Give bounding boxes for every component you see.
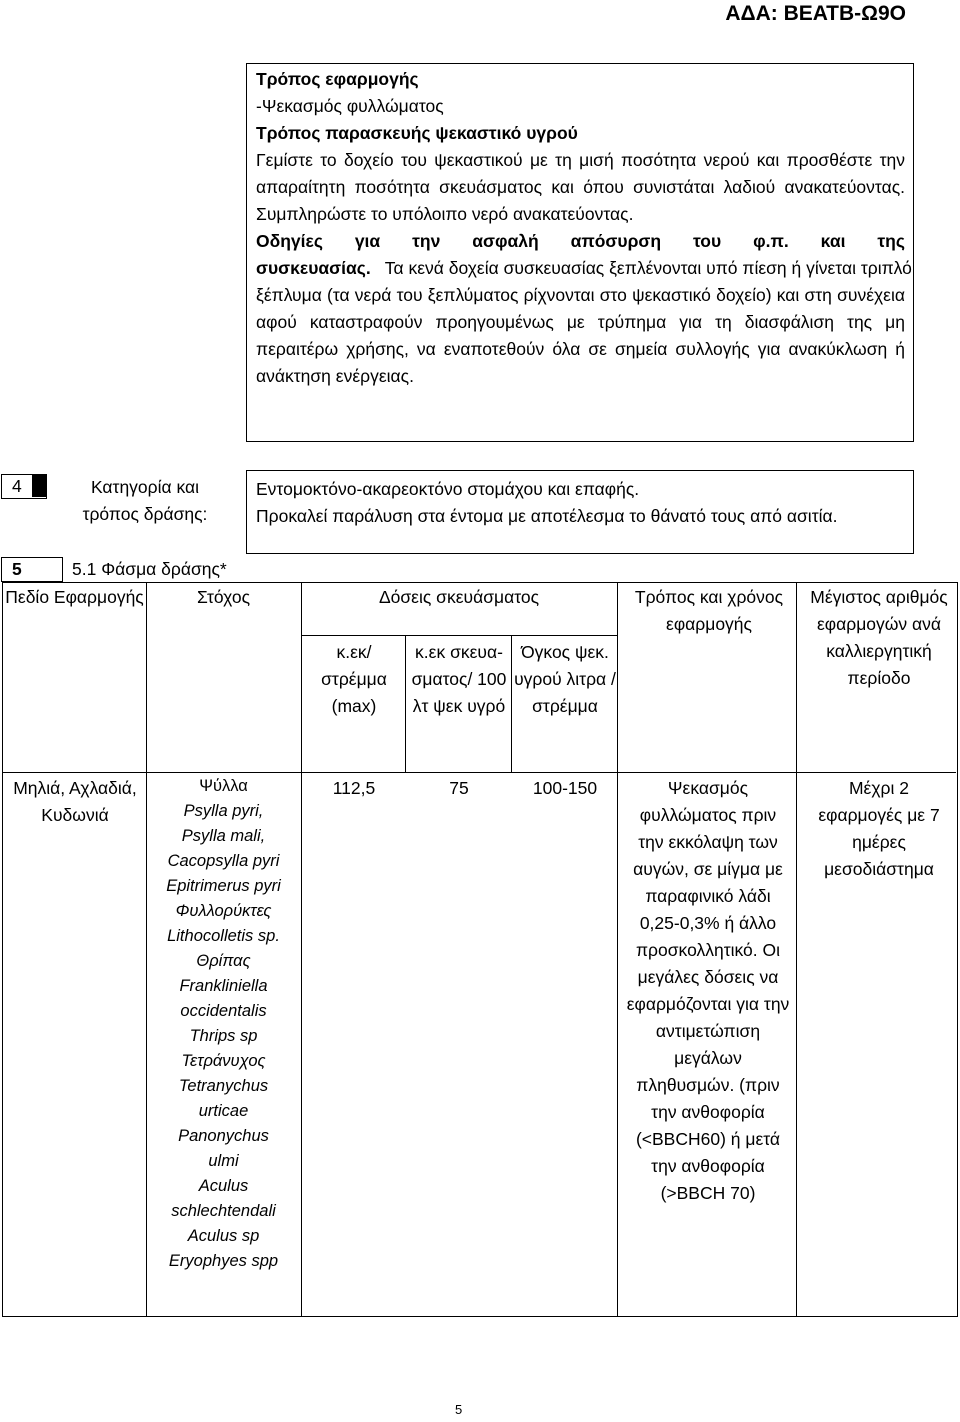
target-list [146,774,301,1274]
col-divider [405,635,406,772]
section-4-number: 4 [1,474,47,499]
max-applications-value: Μέχρι 2 εφαρμογές με 7 ημέρες μεσοδιάστημα [818,778,940,879]
black-marker [32,475,46,497]
target-item: ulmi [208,1152,239,1170]
target-item: Tetranychus [178,1077,269,1095]
preparation-text: Γεμίστε το δοχείο του ψεκαστικού με τη μισή ποσότητα νερού και προσθέστε την απαραίτητη ποσότητα σκευάσματος και όπου συνιστάται λαδιού ανακατεύοντας. Συμπληρώστε το υπόλοιπο νερό ανακατεύοντας. [256,150,905,224]
target-item: Cacopsylla pyri [167,852,280,870]
dose-per-100l-value: 75 [449,778,469,798]
header-dose-per-stremma: κ.εκ/ στρέμμα (max) [321,642,387,716]
target-item: Epitrimerus pyri [166,877,281,895]
method-time-value: Ψεκασμός φυλλώματος πριν την εκκόλαψη των αυγών, σε μίγμα με παραφινικό λάδι 0,25-0,3% ή άλλο προσκολλητικό. Οι μεγάλες δόσεις να εφαρμόζονται για την αντιμετώπιση μεγάλων πληθυσμών. (πριν την ανθοφορία (<BBCH60) ή μετά την ανθοφορία (>BBCH 70) [626,778,790,1203]
section-5-number: 5 [1,557,63,582]
target-item: Τετράνυχος [181,1052,266,1070]
header-method-time: Τρόπος και χρόνος εφαρμογής [634,587,784,634]
disposal-text-start: Τα κενά δοχεία συσκευασίας ξεπλένονται υπό πίεση ή γίνεται τριπλό [384,258,912,278]
target-item: Ψύλλα [199,777,248,795]
section-5-label: 5.1 Φάσμα δράσης* [72,559,227,579]
mode-of-action-line1: Εντομοκτόνο-ακαρεοκτόνο στομάχου και επαφής. [256,479,640,499]
target-item: urticae [198,1102,249,1120]
ada-code: ΑΔΑ: ΒΕΑΤΒ-Ω9Ο [725,2,906,25]
row-divider [3,772,956,773]
heading-preparation: Τρόπος παρασκευής ψεκαστικό υγρού [256,123,578,143]
page-number: 5 [455,1402,463,1417]
heading-disposal-end: συσκευασίας. [256,258,371,278]
row-divider [301,635,617,636]
dose-per-stremma-value: 112,5 [332,778,376,798]
crop-field: Μηλιά, Αχλαδιά, Κυδωνιά [13,778,137,825]
heading-application-method: Τρόπος εφαρμογής [256,69,419,89]
header-dose-per-100l: κ.εκ σκευα-σματος/ 100 λτ ψεκ υγρό [411,642,507,716]
target-item: occidentalis [180,1002,267,1020]
target-item: Thrips sp [189,1027,258,1045]
target-item: Lithocolletis sp. [167,927,280,945]
target-item: schlechtendali [171,1202,276,1220]
heading-disposal: Οδηγίες για την ασφαλή απόσυρση του φ.π. και της [256,231,905,251]
spray-foliage-line: -Ψεκασμός φυλλώματος [256,96,444,116]
target-item: Panonychus [178,1127,269,1145]
mode-of-action-line2: Προκαλεί παράλυση στα έντομα με αποτέλεσμα το θάνατό τους από ασιτία. [256,506,838,526]
target-item: Φυλλορύκτες [175,902,272,920]
spray-volume-value: 100-150 [532,778,598,798]
target-item: Θρίπας [196,952,251,970]
col-divider [301,583,302,1316]
section-4-label: Κατηγορία και τρόπος δράσης: [82,477,208,524]
disposal-first-line [256,255,912,282]
target-item: Frankliniella [179,977,268,995]
target-item: Psylla mali, [181,827,266,845]
col-divider [796,583,797,1316]
col-divider [511,635,512,772]
header-max-applications: Μέγιστος αριθμός εφαρμογών ανά καλλιεργητική περίοδο [810,587,948,688]
target-item: Aculus [198,1177,249,1195]
header-spray-volume: Όγκος ψεκ. υγρού λιτρα / στρέμμα [514,642,616,716]
target-item: Psylla pyri, [183,802,264,820]
target-item: Eryophyes spp [168,1252,279,1270]
col-divider [617,583,618,1316]
application-method-box [246,63,914,442]
header-field: Πεδίο Εφαρμογής [5,587,144,607]
header-doses: Δόσεις σκευάσματος [378,587,540,607]
target-item: Aculus sp [187,1227,260,1245]
spectrum-table [2,582,958,1317]
mode-of-action-box [246,470,914,554]
disposal-text: ξέπλυμα (τα νερά του ξεπλύματος ρίχνονται στο ψεκαστικό δοχείο) και στη συνέχεια αφού καταστραφούν προηγουμένως με τρύπημα για τη διασφάλιση της μη περαιτέρω χρήσης, να εναποτεθούν όλα σε σημεία συλλογής για ανακύκλωση ή ανάκτηση ενέργειας. [256,285,905,386]
header-target: Στόχος [196,587,251,607]
